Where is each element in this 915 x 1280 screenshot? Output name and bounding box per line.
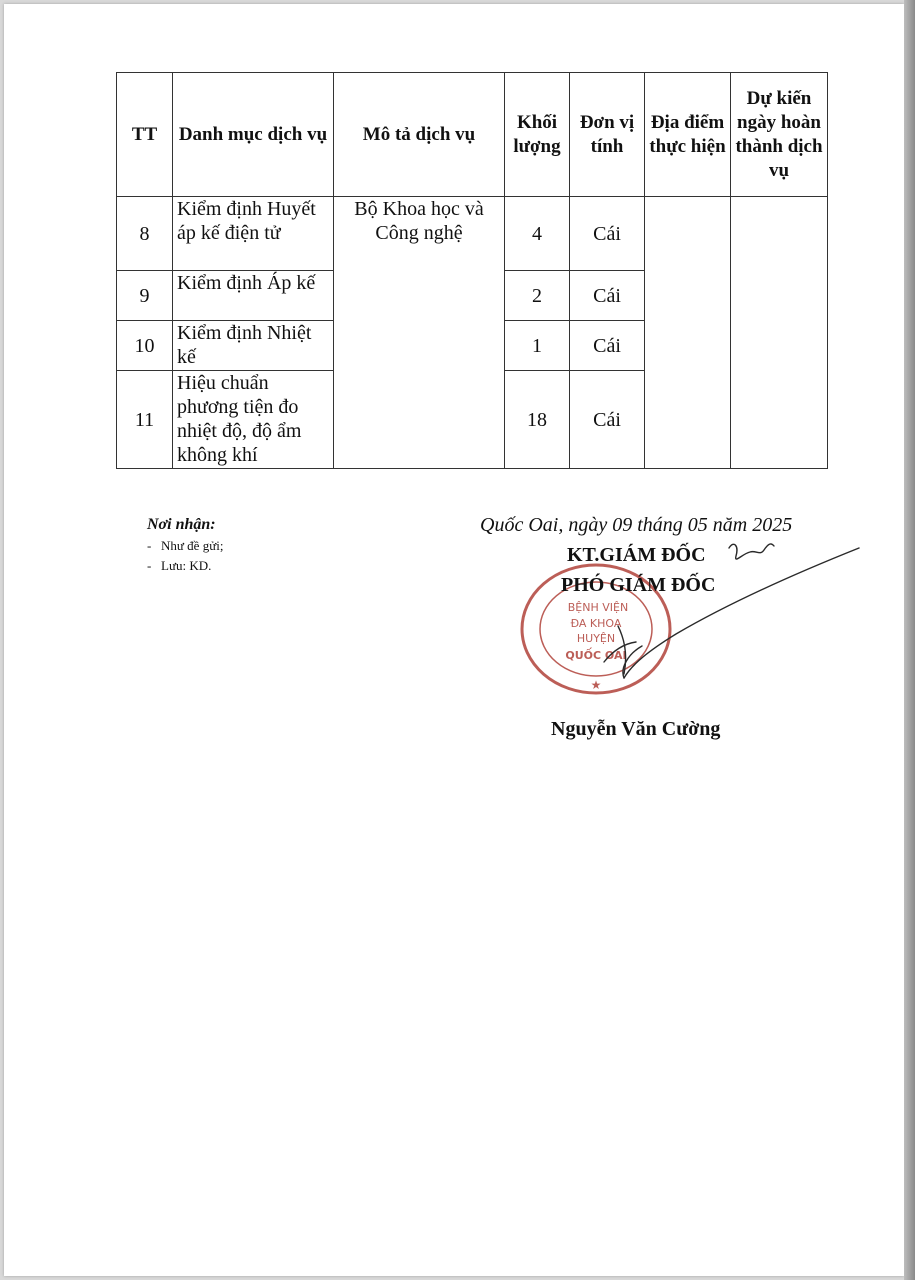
header-location: Địa điểm thực hiện (645, 73, 731, 197)
row-name: Kiểm định Áp kế (173, 271, 334, 321)
row-tt: 8 (117, 197, 173, 271)
service-table (116, 72, 828, 469)
location-cell (645, 197, 731, 469)
stamp-line2: ĐA KHOA (570, 617, 622, 630)
row-name: Kiểm định Huyết áp kế điện tử (173, 197, 334, 271)
recipients-title: Nơi nhận: (147, 516, 216, 533)
recipients-block (147, 516, 223, 574)
header-unit: Đơn vị tính (570, 73, 645, 197)
row-quantity: 1 (505, 321, 570, 371)
row-unit: Cái (570, 197, 645, 271)
signer-name: Nguyễn Văn Cường (551, 718, 721, 740)
row-tt: 10 (117, 321, 173, 371)
row-quantity: 2 (505, 271, 570, 321)
handwritten-signature (564, 534, 864, 704)
row-tt: 9 (117, 271, 173, 321)
date-line: Quốc Oai, ngày 09 tháng 05 năm 2025 (480, 514, 793, 536)
table-row (117, 197, 828, 271)
row-name: Hiệu chuẩn phương tiện đo nhiệt độ, độ ẩm không khí (173, 371, 334, 469)
page-edge-shadow (904, 0, 915, 1280)
signature-title-line2: PHÓ GIÁM ĐỐC (561, 574, 716, 596)
header-tt: TT (117, 73, 173, 197)
stamp-line4: QUỐC OAI (565, 649, 627, 662)
row-unit: Cái (570, 321, 645, 371)
recipient-item (147, 538, 223, 554)
header-quantity: Khối lượng (505, 73, 570, 197)
row-quantity: 4 (505, 197, 570, 271)
expected-date-cell (731, 197, 828, 469)
table-header-row (117, 73, 828, 197)
stamp-star: ★ (590, 678, 602, 692)
stamp-line1: BỆNH VIỆN (567, 601, 629, 614)
stamp-line3: HUYỆN (576, 632, 616, 645)
header-catalog: Danh mục dịch vụ (173, 73, 334, 197)
shared-description: Bộ Khoa học và Công nghệ (334, 197, 505, 469)
recipient-text: Như đề gửi; (161, 538, 224, 553)
header-description: Mô tả dịch vụ (334, 73, 505, 197)
document-page (4, 4, 904, 1276)
row-unit: Cái (570, 371, 645, 469)
recipient-item (147, 558, 223, 574)
header-expected-date: Dự kiến ngày hoàn thành dịch vụ (731, 73, 828, 197)
row-tt: 11 (117, 371, 173, 469)
signature-title-line1: KT.GIÁM ĐỐC (567, 544, 706, 566)
row-unit: Cái (570, 271, 645, 321)
recipient-text: Lưu: KD. (161, 558, 212, 573)
row-quantity: 18 (505, 371, 570, 469)
row-name: Kiểm định Nhiệt kế (173, 321, 334, 371)
recipient-dash: - (147, 538, 152, 553)
recipient-dash: - (147, 558, 152, 573)
